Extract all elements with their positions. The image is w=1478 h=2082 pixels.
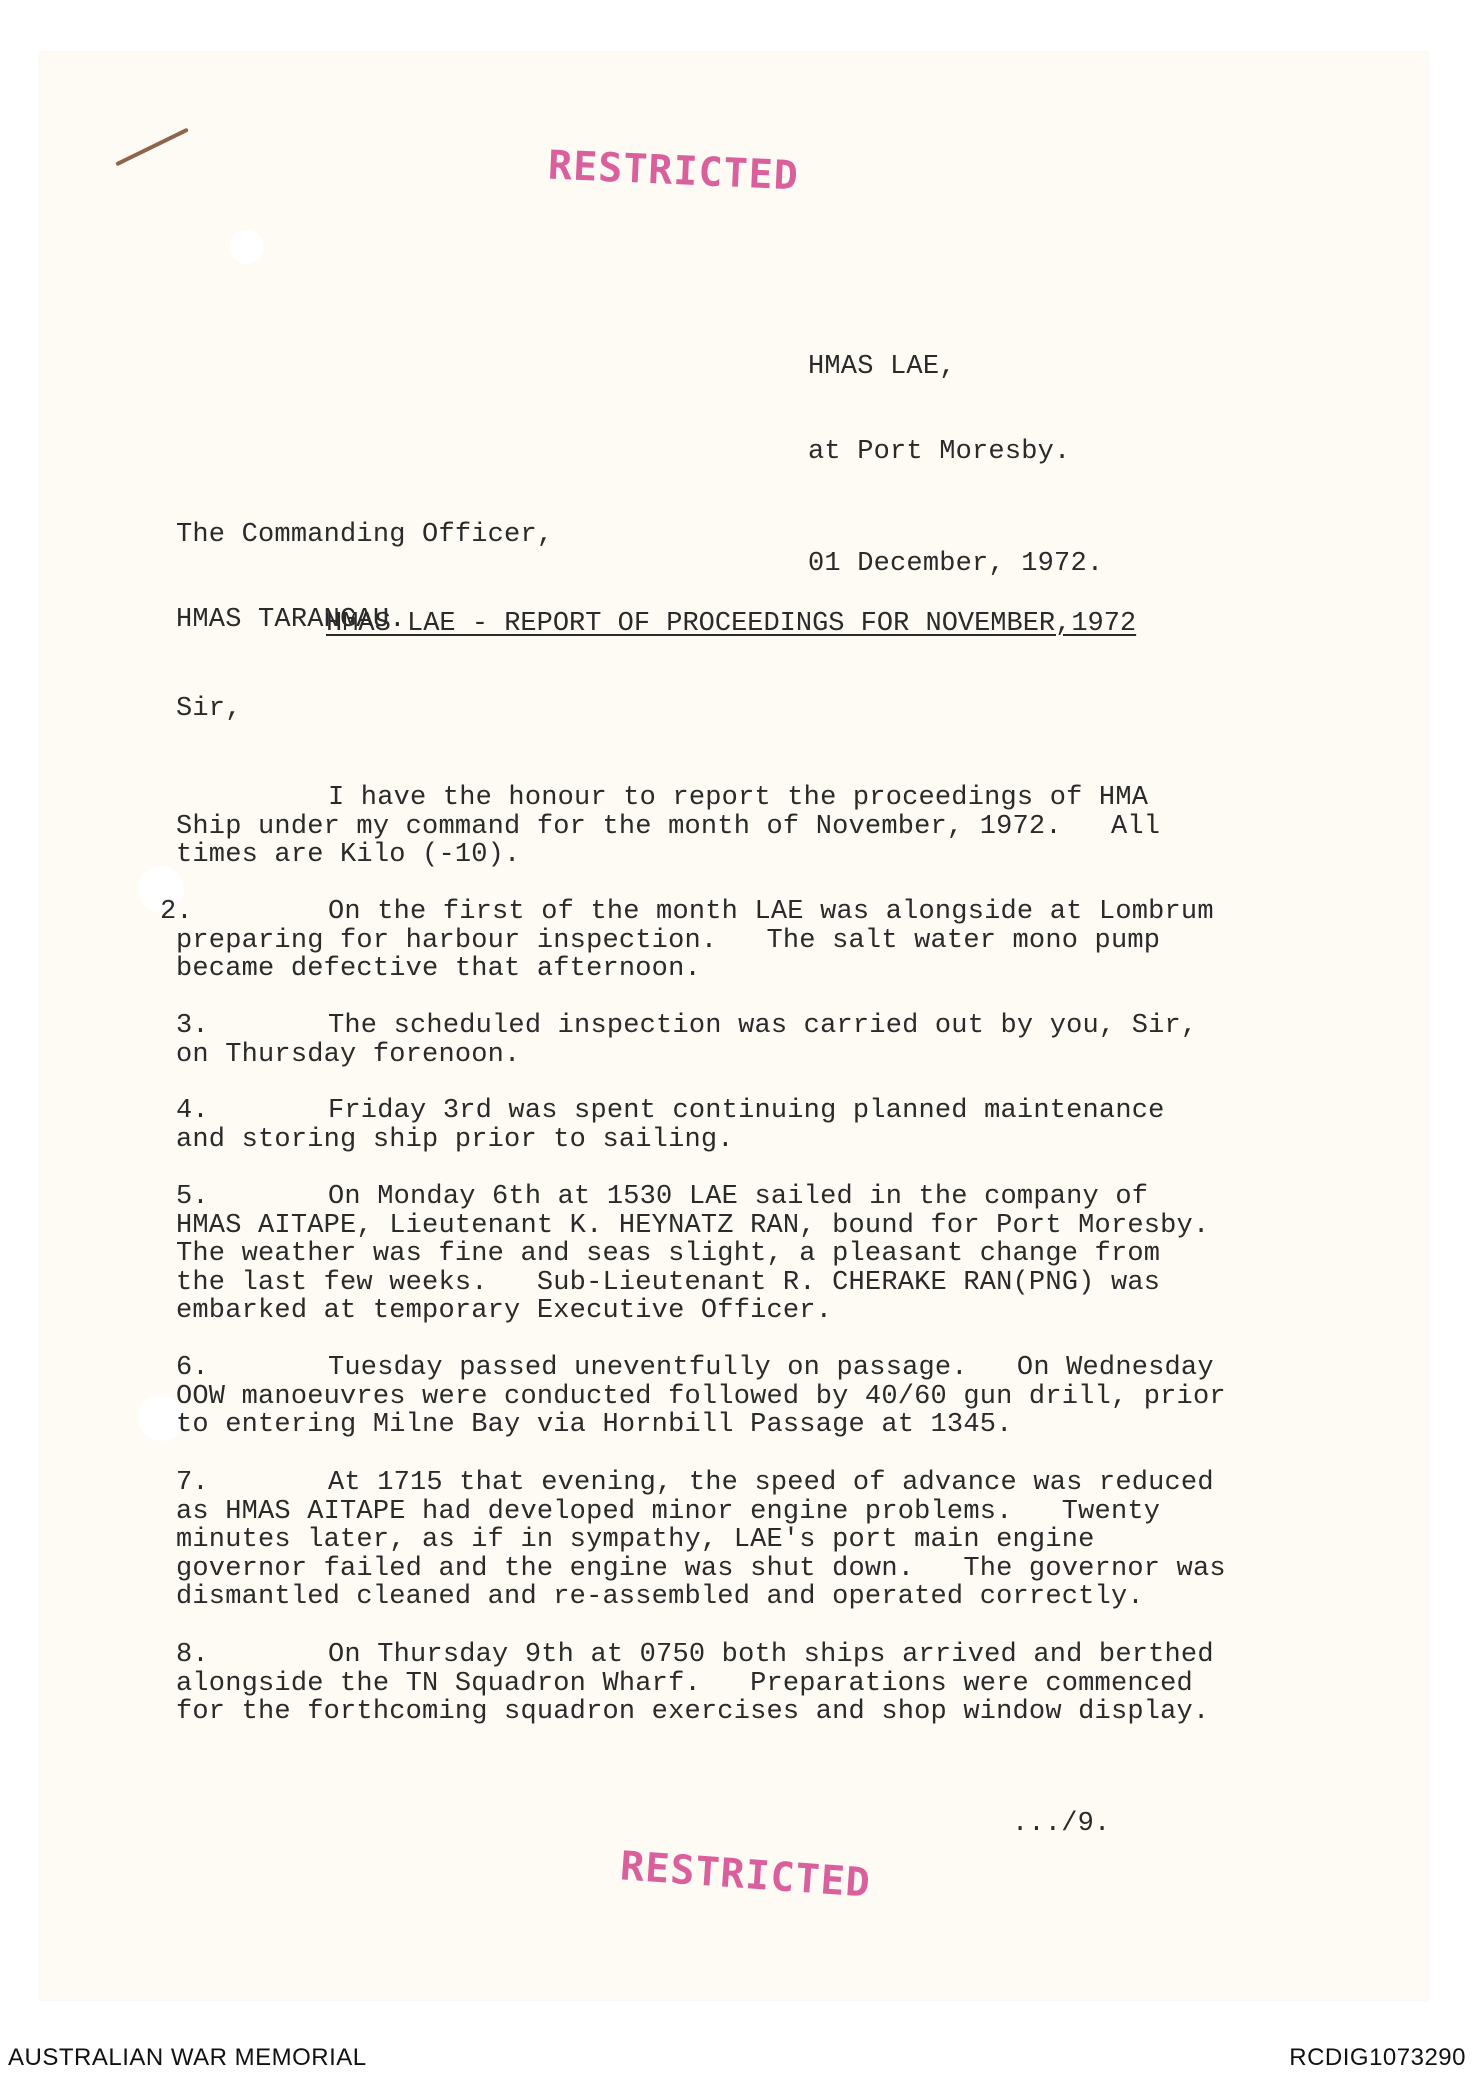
restricted-stamp-top: RESTRICTED	[547, 142, 800, 200]
text-line: to entering Milne Bay via Hornbill Passage at 1345.	[176, 1410, 1013, 1440]
text-line: The weather was fine and seas slight, a pleasant change from	[176, 1239, 1161, 1269]
text-line: OOW manoeuvres were conducted followed by 40/60 gun drill, prior	[176, 1381, 1226, 1412]
paragraph-text	[176, 1354, 1266, 1440]
salutation: Sir,	[176, 694, 242, 724]
text-line: became defective that afternoon.	[176, 954, 701, 984]
text-line: The scheduled inspection was carried out by you, Sir,	[328, 1011, 1198, 1041]
punch-hole	[230, 230, 264, 264]
paragraph-text	[176, 1469, 1266, 1612]
text-line: times are Kilo (-10).	[176, 840, 521, 870]
sender-line-2: at Port Moresby.	[808, 436, 1071, 467]
text-line: At 1715 that evening, the speed of advance was reduced	[328, 1468, 1214, 1498]
text-line: minutes later, as if in sympathy, LAE's port main engine	[176, 1525, 1095, 1555]
text-line: HMAS AITAPE, Lieutenant K. HEYNATZ RAN, bound for Port Moresby.	[176, 1210, 1210, 1241]
text-line: for the forthcoming squadron exercises and shop window display.	[176, 1697, 1210, 1727]
paragraph-text	[176, 1097, 1266, 1154]
text-line: Tuesday passed uneventfully on passage. On Wednesday	[328, 1353, 1214, 1383]
text-line: On Thursday 9th at 0750 both ships arrived and berthed	[328, 1640, 1214, 1670]
text-line: I have the honour to report the proceedings of HMA	[328, 783, 1149, 813]
paragraph-text	[176, 1183, 1266, 1326]
text-line: and storing ship prior to sailing.	[176, 1124, 734, 1155]
paragraph-number: 3.	[176, 1011, 209, 1041]
paragraph-number: 7.	[176, 1468, 209, 1498]
addressee-line-1: The Commanding Officer,	[176, 520, 554, 550]
text-line: as HMAS AITAPE had developed minor engine problems. Twenty	[176, 1496, 1161, 1527]
text-line: On Monday 6th at 1530 LAE sailed in the company of	[328, 1182, 1149, 1212]
paragraph-number: 5.	[176, 1182, 209, 1212]
archive-reference: RCDIG1073290	[1289, 2044, 1466, 2071]
sender-line-1: HMAS LAE,	[808, 352, 956, 382]
text-line: Friday 3rd was spent continuing planned maintenance	[328, 1096, 1165, 1126]
paragraph-text	[176, 898, 1266, 984]
paragraph-text	[176, 784, 1266, 870]
archive-credit: AUSTRALIAN WAR MEMORIAL	[8, 2044, 367, 2071]
text-line: Ship under my command for the month of November, 1972. All	[176, 811, 1161, 842]
paragraph-text	[176, 1012, 1266, 1069]
paragraph-number: 4.	[176, 1096, 209, 1126]
report-title: HMAS LAE - REPORT OF PROCEEDINGS FOR NOVEMBER,1972	[326, 609, 1137, 639]
letter-date: 01 December, 1972.	[808, 549, 1104, 579]
text-line: the last few weeks. Sub-Lieutenant R. CHERAKE RAN(PNG) was	[176, 1267, 1161, 1298]
text-line: preparing for harbour inspection. The salt water mono pump	[176, 925, 1161, 956]
paragraph-number: 8.	[176, 1640, 209, 1670]
paragraph-number: 6.	[176, 1353, 209, 1383]
restricted-stamp-bottom: RESTRICTED	[618, 1843, 873, 1907]
text-line: on Thursday forenoon.	[176, 1039, 521, 1070]
text-line: embarked at temporary Executive Officer.	[176, 1296, 833, 1326]
text-line: governor failed and the engine was shut down. The governor was	[176, 1553, 1226, 1584]
paragraph-number: 2.	[160, 897, 193, 927]
text-line: On the first of the month LAE was alongside at Lombrum	[328, 897, 1214, 927]
continuation-marker: .../9.	[1012, 1809, 1111, 1839]
text-line: dismantled cleaned and re-assembled and operated correctly.	[176, 1582, 1144, 1612]
paragraph-text	[176, 1641, 1266, 1727]
addressee-line-2: HMAS TARANGAU.	[176, 604, 406, 635]
text-line: alongside the TN Squadron Wharf. Preparations were commenced	[176, 1668, 1193, 1699]
sender-block	[808, 297, 1103, 607]
